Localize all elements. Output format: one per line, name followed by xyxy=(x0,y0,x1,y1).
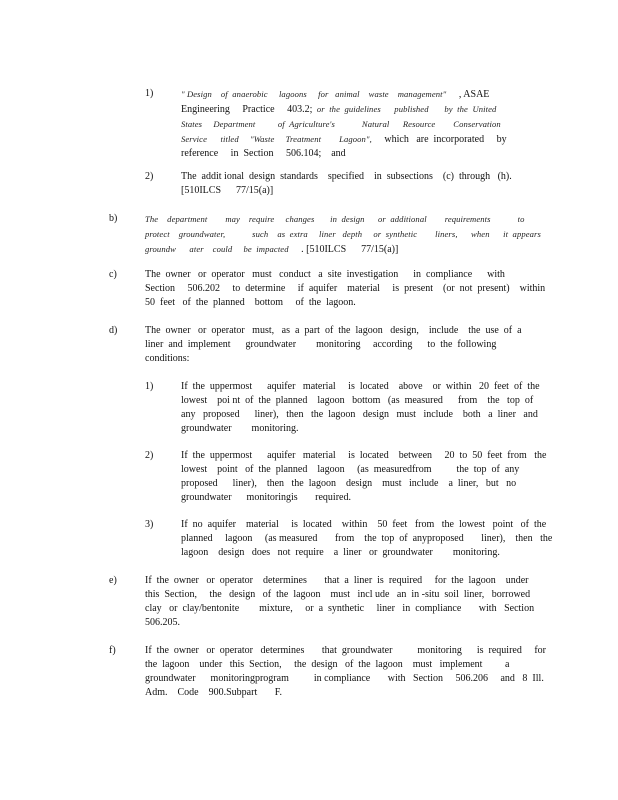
italic-run: States Department of Agriculture's Natural Resource Conservation xyxy=(181,119,501,129)
item-text xyxy=(181,87,509,161)
text-line: this Section, the design of the lagoon must incl ude an in -situ soil liner, borrowed xyxy=(145,589,531,600)
text-line: lagoon design does not require a liner or groundwater monitoring. xyxy=(181,547,500,558)
text-line xyxy=(181,102,509,117)
item-letter: f) xyxy=(109,645,116,656)
text-line: groundwater monitoring. xyxy=(181,423,299,434)
text-line: If the owner or operator determines that a liner is required for the lagoon under xyxy=(145,575,529,586)
text-line: 506.205. xyxy=(145,617,180,628)
item-text xyxy=(145,644,547,700)
text-line: Section 506.202 to determine if aquifer material is present (or not present) within xyxy=(145,283,546,294)
text-line: conditions: xyxy=(145,353,190,364)
item-text xyxy=(181,449,547,505)
text-line xyxy=(181,147,509,161)
item-letter: c) xyxy=(109,269,117,280)
text-line: [510ILCS 77/15(a)] xyxy=(181,185,274,196)
text-run: reference in Section 506.104; and xyxy=(181,148,346,159)
item-text xyxy=(181,518,553,560)
text-line xyxy=(181,117,509,132)
text-line: the lagoon under this Section, the design of the lagoon must implement a xyxy=(145,659,510,670)
item-text xyxy=(145,212,541,257)
item-letter: b) xyxy=(109,213,118,224)
text-line xyxy=(145,242,525,257)
text-line: The owner or operator must, as a part of the lagoon design, include the use of a xyxy=(145,325,522,336)
italic-run: groundw ater could be impacted xyxy=(145,244,289,254)
text-line: Adm. Code 900.Subpart F. xyxy=(145,687,282,698)
italic-run: protect groundwater, such as extra liner depth or synthetic liners, when it appears xyxy=(145,229,541,239)
item-number: 3) xyxy=(145,519,154,530)
item-number: 1) xyxy=(145,88,154,99)
text-line xyxy=(181,132,509,147)
text-run: Engineering Practice 403.2; xyxy=(181,104,313,115)
text-line xyxy=(145,227,541,242)
item-letter: e) xyxy=(109,575,117,586)
item-text xyxy=(181,380,540,436)
text-line: planned lagoon (as measured from the top of anyproposed liner), then the xyxy=(181,533,553,544)
text-run: , ASAE xyxy=(446,89,490,100)
item-text xyxy=(181,170,526,198)
text-line: The owner or operator must conduct a site investigation in compliance with xyxy=(145,269,505,280)
item-letter: d) xyxy=(109,325,118,336)
text-line: groundwater monitoringprogram in compliance with Section 506.206 and 8 Ill. xyxy=(145,673,544,684)
italic-run: The department may require changes in design or additional requirements to xyxy=(145,214,525,224)
text-line: proposed liner), then the lagoon design must include a liner, but no xyxy=(181,478,517,489)
item-text xyxy=(145,324,530,366)
item-number: 2) xyxy=(145,450,154,461)
text-line: If the uppermost aquifer material is located above or within 20 feet of the xyxy=(181,381,540,392)
text-line: If no aquifer material is located within 50 feet from the lowest point of the xyxy=(181,519,547,530)
text-line xyxy=(181,87,509,102)
italic-run: Service titled "Waste Treatment Lagoon", xyxy=(181,134,372,144)
item-text xyxy=(145,574,535,630)
text-line xyxy=(145,212,525,227)
item-number: 1) xyxy=(145,381,154,392)
text-line: groundwater monitoringis required. xyxy=(181,492,351,503)
text-line: clay or clay/bentonite mixture, or a synthetic liner in compliance with Section xyxy=(145,603,535,614)
text-line: lowest poi nt of the planned lagoon bottom (as measured from the top of xyxy=(181,395,534,406)
italic-run: or the guidelines published by the United xyxy=(312,104,497,114)
text-line: any proposed liner), then the lagoon design must include both a liner and xyxy=(181,409,538,420)
italic-run: " Design of anaerobic lagoons for animal waste management" xyxy=(181,89,447,99)
item-text xyxy=(145,268,546,310)
item-number: 2) xyxy=(145,171,154,182)
text-line: If the uppermost aquifer material is located between 20 to 50 feet from the xyxy=(181,450,547,461)
text-run: . [510ILCS 77/15(a)] xyxy=(288,244,399,255)
text-line: liner and implement groundwater monitoring according to the following xyxy=(145,339,497,350)
text-line: The addit ional design standards specified in subsections (c) through (h). xyxy=(181,171,512,182)
text-run: which are incorporated by xyxy=(371,134,507,145)
text-line: If the owner or operator determines that groundwater monitoring is required for xyxy=(145,645,547,656)
text-line: lowest point of the planned lagoon (as measuredfrom the top of any xyxy=(181,464,520,475)
text-line: 50 feet of the planned bottom of the lagoon. xyxy=(145,297,356,308)
